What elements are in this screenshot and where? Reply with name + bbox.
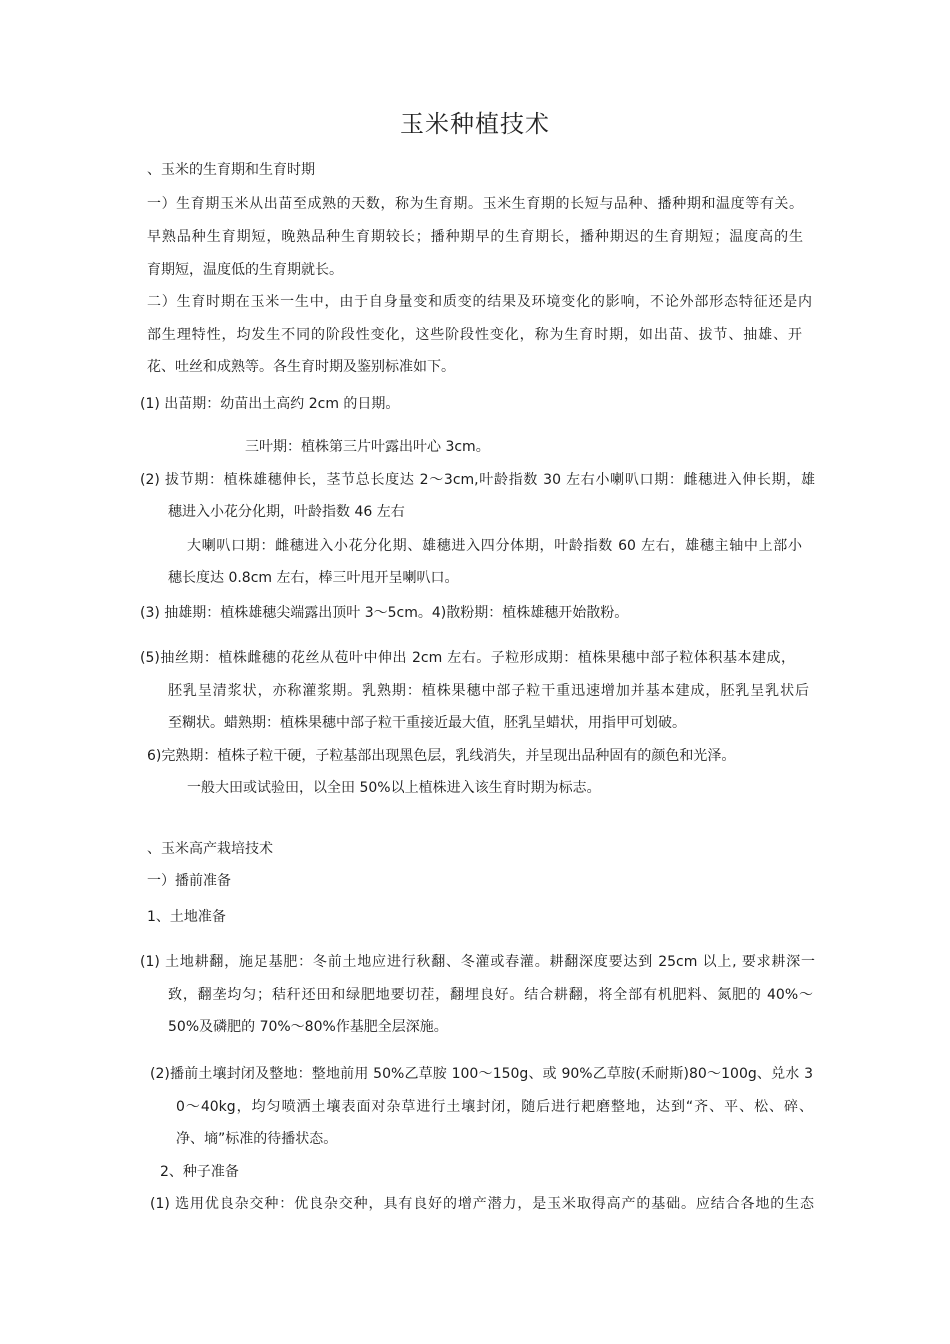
paragraph-line: 二）生育时期在玉米一生中，由于自身量变和质变的结果及环境变化的影响，不论外部形态特征还是内 bbox=[147, 294, 812, 310]
paragraph-line: 部生理特性，均发生不同的阶段性变化，这些阶段性变化，称为生育时期，如出苗、拔节、抽雄、开 bbox=[147, 327, 802, 343]
paragraph-line: 一）生育期玉米从出苗至成熟的天数，称为生育期。玉米生育期的长短与品种、播种期和温度等有关。 bbox=[147, 196, 803, 212]
paragraph-line: 致，翻垄均匀；秸秆还田和绿肥地要切茬，翻埋良好。结合耕翻，将全部有机肥料、氮肥的 40%～ bbox=[168, 987, 813, 1003]
paragraph-line: 育期短，温度低的生育期就长。 bbox=[147, 262, 343, 278]
paragraph-line: 大喇叭口期：雌穗进入小花分化期、雄穗进入四分体期，叶龄指数 60 左右，雄穗主轴中上部小 bbox=[187, 538, 802, 554]
paragraph-line: 早熟品种生育期短，晚熟品种生育期较长；播种期早的生育期长，播种期迟的生育期短；温度高的生 bbox=[147, 229, 803, 245]
list-item: (1) 选用优良杂交种：优良杂交种，具有良好的增产潜力，是玉米取得高产的基础。应结合各地的生态 bbox=[150, 1196, 814, 1212]
subsection-heading: 1、土地准备 bbox=[147, 909, 226, 925]
paragraph-line: 0～40kg，均匀喷洒土壤表面对杂草进行土壤封闭，随后进行耙磨整地，达到“齐、平、松、碎、 bbox=[176, 1099, 813, 1115]
paragraph-line: 穗长度达 0.8cm 左右，棒三叶甩开呈喇叭口。 bbox=[168, 570, 459, 586]
subsection-heading: 2、种子准备 bbox=[160, 1164, 239, 1180]
list-item: 三叶期：植株第三片叶露出叶心 3cm。 bbox=[245, 439, 490, 455]
document-title: 玉米种植技术 bbox=[400, 110, 550, 138]
paragraph-line: 穗进入小花分化期，叶龄指数 46 左右 bbox=[168, 504, 405, 520]
list-item: (2) 拔节期：植株雄穗伸长，茎节总长度达 2～3cm,叶龄指数 30 左右小喇叭口期：雌穗进入伸长期，雄 bbox=[140, 472, 815, 488]
paragraph-line: 胚乳呈清浆状，亦称灌浆期。乳熟期：植株果穗中部子粒干重迅速增加并基本建成，胚乳呈乳状后 bbox=[168, 683, 809, 699]
paragraph-line: 50%及磷肥的 70%～80%作基肥全层深施。 bbox=[168, 1019, 448, 1035]
paragraph-line: 一般大田或试验田，以全田 50%以上植株进入该生育时期为标志。 bbox=[187, 780, 601, 796]
list-item: (3) 抽雄期：植株雄穗尖端露出顶叶 3～5cm。4)散粉期：植株雄穗开始散粉。 bbox=[140, 605, 629, 621]
list-item: (5)抽丝期：植株雌穗的花丝从苞叶中伸出 2cm 左右。子粒形成期：植株果穗中部子粒体积基本建成， bbox=[140, 650, 795, 666]
list-item: 6)完熟期：植株子粒干硬，子粒基部出现黑色层，乳线消失，并呈现出品种固有的颜色和光泽。 bbox=[147, 748, 736, 764]
subsection-heading: 一）播前准备 bbox=[147, 873, 231, 889]
paragraph-line: 净、墒”标准的待播状态。 bbox=[176, 1131, 338, 1147]
section-heading: 、玉米的生育期和生育时期 bbox=[147, 162, 315, 178]
list-item: (1) 土地耕翻，施足基肥：冬前土地应进行秋翻、冬灌或春灌。耕翻深度要达到 25cm 以上, 要求耕深一 bbox=[140, 954, 815, 970]
section-heading: 、玉米高产栽培技术 bbox=[147, 841, 273, 857]
paragraph-line: 花、吐丝和成熟等。各生育时期及鉴别标准如下。 bbox=[147, 359, 455, 375]
paragraph-line: 至糊状。蜡熟期：植株果穗中部子粒干重接近最大值，胚乳呈蜡状，用指甲可划破。 bbox=[168, 715, 686, 731]
list-item: (2)播前土壤封闭及整地：整地前用 50%乙草胺 100～150g、或 90%乙草胺(禾耐斯)80～100g、兑水 3 bbox=[150, 1066, 813, 1082]
list-item: (1) 出苗期：幼苗出土高约 2cm 的日期。 bbox=[140, 396, 400, 412]
